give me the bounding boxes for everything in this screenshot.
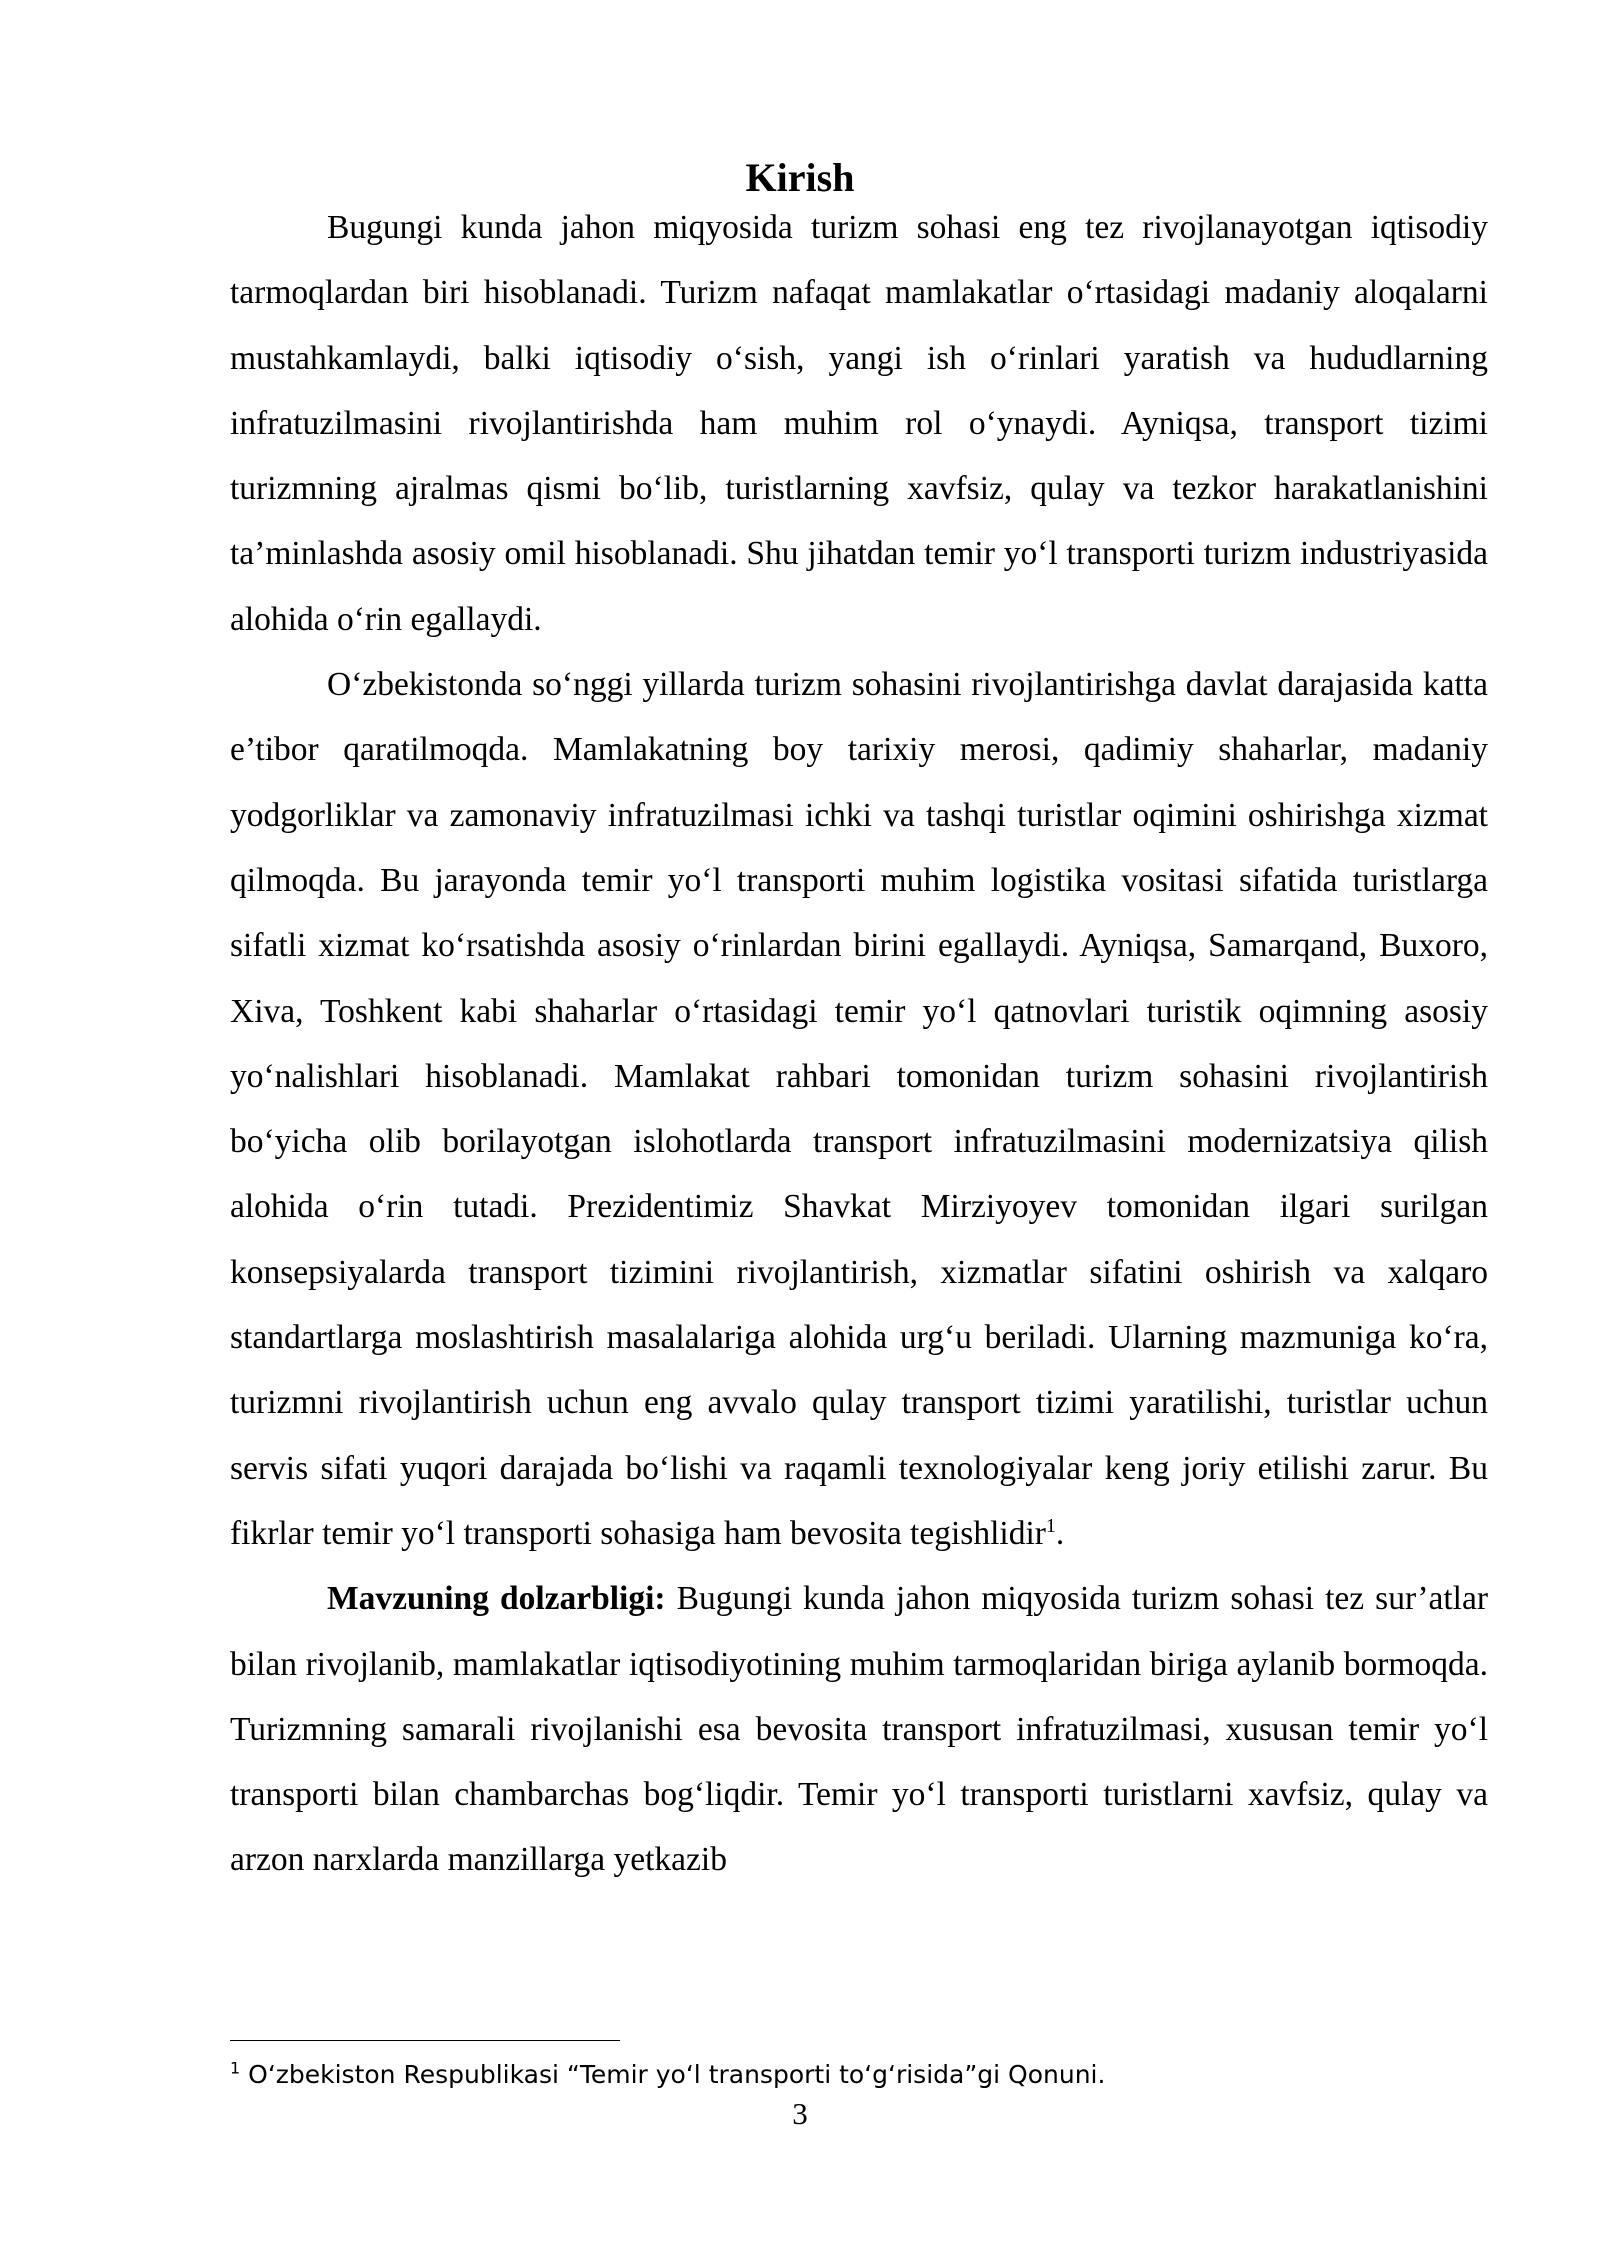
paragraph-uzbekistan <box>230 652 1488 1566</box>
footnote-reference[interactable]: 1 <box>1045 1514 1056 1537</box>
page-number: 3 <box>792 2096 808 2131</box>
footnote-number: 1 <box>230 2058 241 2078</box>
page-title: Kirish <box>745 155 855 200</box>
footnote-text: O‘zbekiston Respublikasi “Temir yo‘l transporti to‘g‘risida”gi Qonuni. <box>248 2060 1106 2089</box>
footnote-separator <box>230 2040 620 2041</box>
paragraph-relevance-text: Bugungi kunda jahon miqyosida turizm sohasi tez sur’atlar bilan rivojlanib, mamlakatlar iqtisodiyotining muhim tarmoqlaridan biriga aylanib bormoqda. Turizmning samarali rivojlanishi esa bevosita transport infratuzilmasi, xususan temir yo‘l transporti bilan chambarchas bog‘liqdir. Temir yo‘l transporti turistlarni xavfsiz, qulay va arzon narxlarda manzillarga yetkazib <box>230 1580 1489 1879</box>
paragraph-relevance <box>230 1566 1488 1892</box>
paragraph-intro <box>230 195 1488 652</box>
body-text <box>230 195 1488 1893</box>
footnote <box>230 2058 1488 2092</box>
paragraph-uzbekistan-end: . <box>1055 1514 1065 1552</box>
paragraph-intro-text: Bugungi kunda jahon miqyosida turizm sohasi eng tez rivojlanayotgan iqtisodiy tarmoqlardan biri hisoblanadi. Turizm nafaqat mamlakatlar o‘rtasidagi madaniy aloqalarni mustahkamlaydi, balki iqtisodiy o‘sish, yangi ish o‘rinlari yaratish va hududlarning infratuzilmasini rivojlantirishda ham muhim rol o‘ynaydi. Ayniqsa, transport tizimi turizmning ajralmas qismi bo‘lib, turistlarning xavfsiz, qulay va tezkor harakatlanishini ta’minlashda asosiy omil hisoblanadi. Shu jihatdan temir yo‘l transporti turizm industriyasida alohida o‘rin egallaydi. <box>230 209 1488 638</box>
paragraph-uzbekistan-text: O‘zbekistonda so‘nggi yillarda turizm sohasini rivojlantirishga davlat darajasida katta e’tibor qaratilmoqda. Mamlakatning boy tarixiy merosi, qadimiy shaharlar, madaniy yodgorliklar va zamonaviy infratuzilmasi ichki va tashqi turistlar oqimini oshirishga xizmat qilmoqda. Bu jarayonda temir yo‘l transporti muhim logistika vositasi sifatida turistlarga sifatli xizmat ko‘rsatishda asosiy o‘rinlardan birini egallaydi. Ayniqsa, Samarqand, Buxoro, Xiva, Toshkent kabi shaharlar o‘rtasidagi temir yo‘l qatnovlari turistik oqimning asosiy yo‘nalishlari hisoblanadi. Mamlakat rahbari tomonidan turizm sohasini rivojlantirish bo‘yicha olib borilayotgan islohotlarda transport infratuzilmasini modernizatsiya qilish alohida o‘rin tutadi. Prezidentimiz Shavkat Mirziyoyev tomonidan ilgari surilgan konsepsiyalarda transport tizimini rivojlantirish, xizmatlar sifatini oshirish va xalqaro standartlarga moslashtirish masalalariga alohida urg‘u beriladi. Ularning mazmuniga ko‘ra, turizmni rivojlantirish uchun eng avvalo qulay transport tizimi yaratilishi, turistlar uchun servis sifati yuqori darajada bo‘lishi va raqamli texnologiyalar keng joriy etilishi zarur. Bu fikrlar temir yo‘l transporti sohasiga ham bevosita tegishlidir <box>230 666 1488 1552</box>
relevance-label: Mavzuning dolzarbligi: <box>327 1580 666 1618</box>
